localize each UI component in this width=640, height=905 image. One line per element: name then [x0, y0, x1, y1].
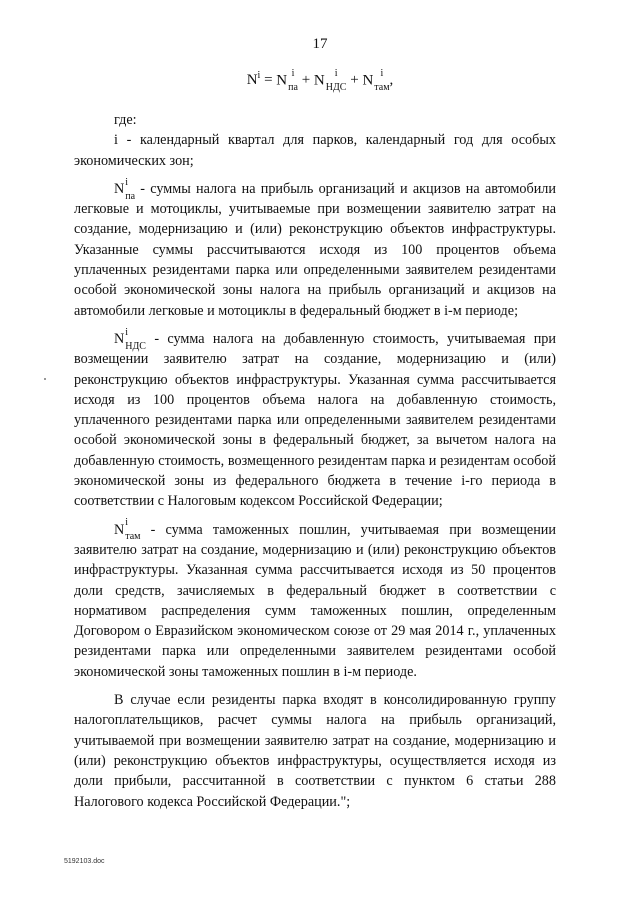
definition-nds-text: - сумма налога на добавленную стоимость, учитываемая при возмещении заявителю затрат на создание, модернизацию и (или) реконструкцию объектов инфраструктуры. Указанная сумма рассчитывается исходя из 100 процентов объема налога на добавленную стоимость, уплаченного резидентами парка или определенными заявителем резидентами особой экономической зоны в федеральный бюджет, за вычетом налога на добавленную стоимость, возмещенного резидентам парка и резидентам особой экономической зоны из федерального бюджета в течение i-го периода в соответствии с Налоговым кодексом Российской Федерации;: [74, 330, 556, 510]
formula-term-tam-symbol: N: [362, 72, 374, 88]
formula-term-pa-sup: i: [291, 67, 295, 79]
formula-term-nds-symbol: N: [313, 72, 325, 88]
definition-pa-symbol: [114, 176, 136, 202]
formula-term-tam-sup: i: [380, 67, 384, 79]
page-number: 17: [312, 36, 328, 52]
formula: [0, 67, 640, 93]
definition-pa-sup: i: [125, 176, 129, 188]
formula-term-pa-sub: па: [288, 81, 298, 93]
formula-lhs: [247, 70, 261, 89]
formula-term-tam: [362, 67, 390, 93]
definition-nds-symbol: [114, 326, 146, 352]
definition-pa: [74, 176, 556, 321]
formula-term-nds-sup: i: [334, 67, 338, 79]
definition-nds-sub: НДС: [125, 340, 146, 352]
formula-plus-2: +: [350, 72, 359, 88]
definition-nds: [74, 326, 556, 512]
formula-lhs-sup: i: [257, 70, 261, 81]
definition-tam-sub: там: [125, 531, 141, 543]
formula-trailing-comma: ,: [389, 72, 394, 88]
formula-equals: =: [264, 72, 273, 88]
document-body: [74, 110, 556, 812]
definition-tam-letter: N: [114, 521, 125, 538]
definition-pa-text: - суммы налога на прибыль организаций и акцизов на автомобили легковые и мотоциклы, учитываемые при возмещении заявителю затрат на создание, модернизацию и (или) реконструкцию объектов инфраструктуры. Указанные суммы рассчитываются исходя из 100 процентов объема уплаченных резидентами парка или определенными заявителем резидентами особой экономической зоны налога на прибыль организаций и акцизов на автомобили легковые и мотоциклы в федеральный бюджет в i-м периоде;: [74, 180, 556, 319]
definition-pa-letter: N: [114, 180, 125, 197]
definition-pa-sub: па: [125, 190, 136, 202]
formula-lhs-symbol: N: [246, 72, 258, 88]
formula-term-nds: [313, 67, 347, 93]
margin-dot: [44, 378, 46, 380]
definition-tam-sup: i: [125, 517, 129, 529]
formula-plus-1: +: [301, 72, 311, 88]
footer-doc-id: 5192103.doc: [64, 858, 105, 865]
formula-term-pa: [276, 67, 298, 93]
definition-tam-symbol: [114, 517, 141, 543]
definition-tam: [74, 517, 556, 682]
definition-nds-sup: i: [125, 326, 129, 338]
formula-term-tam-sub: там: [374, 81, 390, 93]
definition-i: i - календарный квартал для парков, календарный год для особых экономических зон;: [74, 132, 556, 169]
formula-term-pa-symbol: N: [276, 72, 288, 88]
formula-term-nds-sub: НДС: [325, 81, 347, 93]
where-label: где:: [114, 112, 137, 128]
definition-tam-text: - сумма таможенных пошлин, учитываемая при возмещении заявителю затрат на создание, модернизацию и (или) реконструкцию объектов инфраструктуры. Указанная сумма рассчитывается исходя из 50 процентов доли средств, зачисляемых в федеральный бюджет в соответствии с нормативом распределения сумм таможенных пошлин, определенным Договором о Евразийском экономическом союзе от 29 мая 2014 г., уплаченных резидентами парка или определенными заявителем резидентами особой экономической зоны таможенных пошлин в i-м периоде.: [74, 521, 556, 680]
final-paragraph: В случае если резиденты парка входят в консолидированную группу налогоплательщиков, расчет суммы налога на прибыль организаций, учитываемой при возмещении заявителю затрат на создание, модернизацию и (или) реконструкцию объектов инфраструктуры, осуществляется исходя из доли прибыли, рассчитанной в соответствии с пунктом 6 статьи 288 Налогового кодекса Российской Федерации.";: [74, 692, 556, 810]
definition-nds-letter: N: [114, 330, 125, 347]
